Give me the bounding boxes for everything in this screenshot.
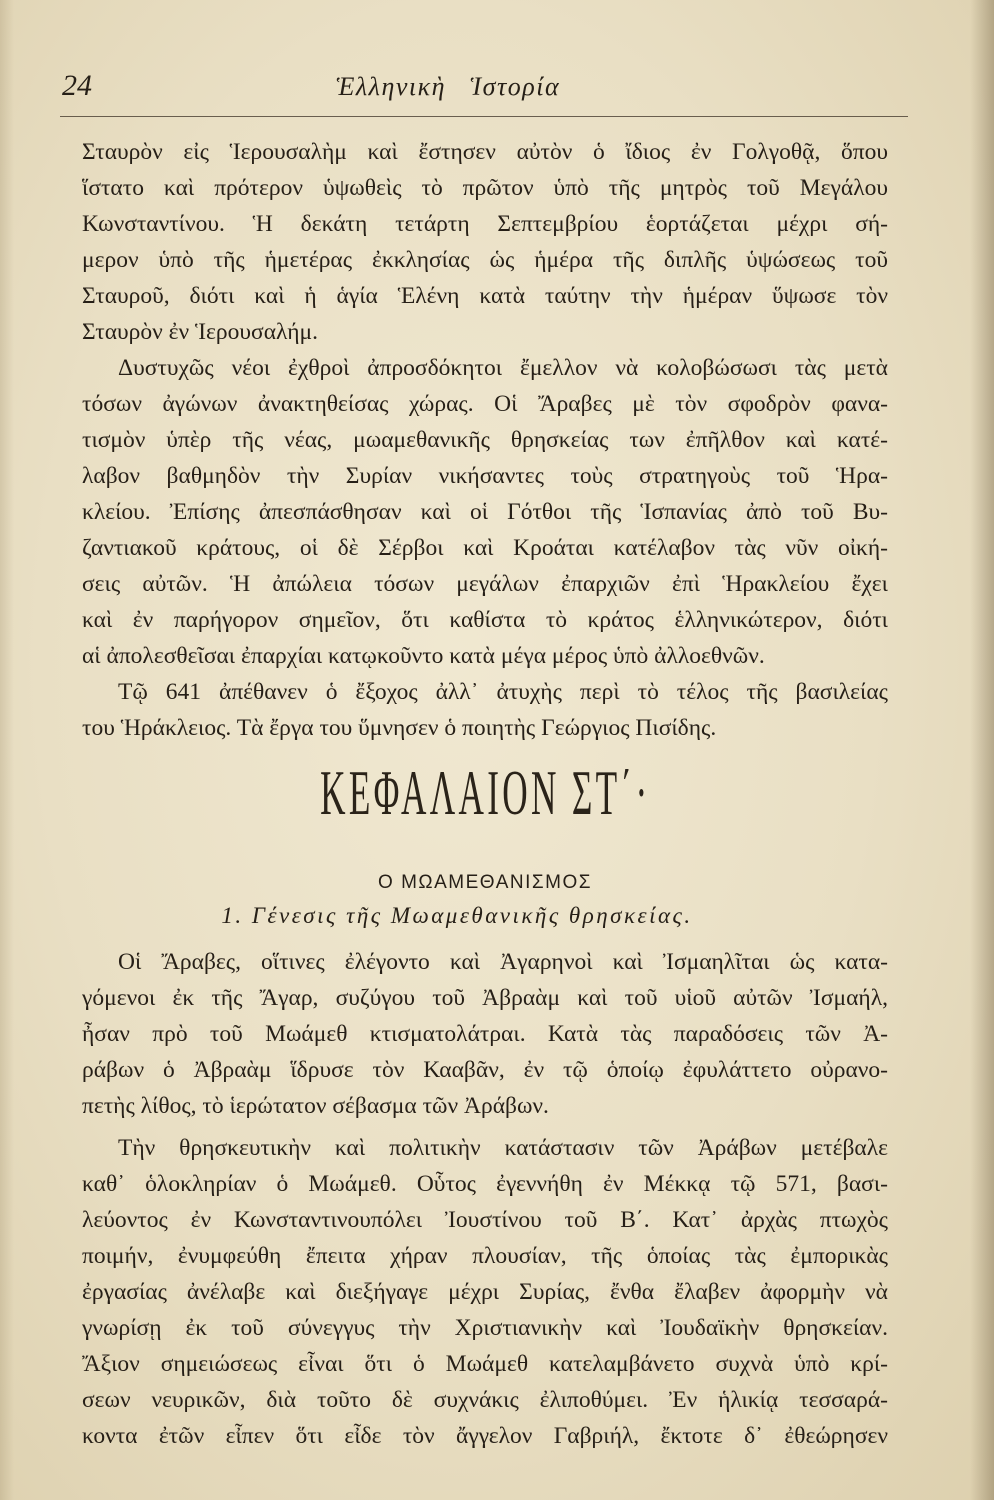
text-line: σεων νευρικῶν, διὰ τοῦτο δὲ συχνάκις ἐλιποθύμει. Ἐν ἡλικίᾳ τεσσαρά-	[82, 1387, 888, 1413]
text-line: καὶ ἐν παρήγορον σημεῖον, ὅτι καθίστα τὸ κράτος ἑλληνικώτερον, διότι	[82, 607, 888, 633]
text-line: κλείου. Ἐπίσης ἀπεσπάσθησαν καὶ οἱ Γότθοι τῆς Ἱσπανίας ἀπὸ τοῦ Βυ-	[82, 499, 888, 525]
text-line: Δυστυχῶς νέοι ἐχθροὶ ἀπροσδόκητοι ἔμελλον νὰ κολοβώσωσι τὰς μετὰ	[118, 355, 888, 381]
text-line: ράβων ὁ Ἀβραὰμ ἵδρυσε τὸν Κααβᾶν, ἐν τῷ ὁποίῳ ἐφυλάττετο οὐρανο-	[82, 1057, 888, 1083]
text-line: Ἄξιον σημειώσεως εἶναι ὅτι ὁ Μωάμεθ κατελαμβάνετο συχνὰ ὑπὸ κρί-	[82, 1351, 888, 1377]
text-line: Οἱ Ἄραβες, οἵτινες ἐλέγοντο καὶ Ἀγαρηνοὶ καὶ Ἰσμαηλῖται ὡς κατα-	[118, 949, 888, 975]
text-line: μερον ὑπὸ τῆς ἡμετέρας ἐκκλησίας ὡς ἡμέρα τῆς διπλῆς ὑψώσεως τοῦ	[82, 247, 888, 273]
text-line: γνωρίσῃ ἐκ τοῦ σύνεγγυς τὴν Χριστιανικὴν καὶ Ἰουδαϊκὴν θρησκείαν.	[82, 1315, 888, 1341]
text-line: πετὴς λίθος, τὸ ἱερώτατον σέβασμα τῶν Ἀράβων.	[82, 1093, 549, 1119]
text-line: ζαντιακοῦ κράτους, οἱ δὲ Σέρβοι καὶ Κροάται κατέλαβον τὰς νῦν οἰκή-	[82, 535, 888, 561]
section-title: 1. Γένεσις τῆς Μωαμεθανικῆς θρησκείας.	[221, 903, 693, 928]
text-line: γόμενοι ἐκ τῆς Ἄγαρ, συζύγου τοῦ Ἀβραὰμ καὶ τοῦ υἱοῦ αὐτῶν Ἰσμαήλ,	[82, 985, 888, 1011]
text-block-lower	[82, 944, 888, 1454]
text-line: αἱ ἀπολεσθεῖσαι ἐπαρχίαι κατῳκοῦντο κατὰ μέγα μέρος ὑπὸ ἀλλοεθνῶν.	[82, 643, 765, 669]
running-title: Ἑλληνικὴ Ἱστορία	[336, 72, 561, 101]
paragraph	[82, 944, 888, 1124]
text-line: Σταυρὸν εἰς Ἱερουσαλὴμ καὶ ἔστησεν αὐτὸν ὁ ἴδιος ἐν Γολγοθᾷ, ὅπου	[82, 139, 888, 165]
text-line: Κωνσταντίνου. Ἡ δεκάτη τετάρτη Σεπτεμβρίου ἑορτάζεται μέχρι σή-	[82, 211, 888, 237]
text-line: του Ἡράκλειος. Τὰ ἔργα του ὕμνησεν ὁ ποιητὴς Γεώργιος Πισίδης.	[82, 715, 717, 741]
text-line: κοντα ἐτῶν εἶπεν ὅτι εἶδε τὸν ἄγγελον Γαβριήλ, ἔκτοτε δ᾿ ἐθεώρησεν	[82, 1423, 888, 1449]
page-number: 24	[62, 69, 92, 102]
header-rule	[60, 116, 908, 117]
paragraph	[82, 350, 888, 674]
text-line: Τὴν θρησκευτικὴν καὶ πολιτικὴν κατάστασιν τῶν Ἀράβων μετέβαλε	[118, 1135, 888, 1161]
text-line: ἵστατο καὶ πρότερον ὑψωθεὶς τὸ πρῶτον ὑπὸ τῆς μητρὸς τοῦ Μεγάλου	[82, 175, 888, 201]
text-line: ποιμήν, ἐνυμφεύθη ἔπειτα χήραν πλουσίαν, τῆς ὁποίας τὰς ἐμπορικὰς	[82, 1243, 888, 1269]
paragraph	[82, 674, 888, 746]
text-line: Τῷ 641 ἀπέθανεν ὁ ἔξοχος ἀλλ᾿ ἀτυχὴς περὶ τὸ τέλος τῆς βασιλείας	[118, 679, 888, 705]
text-block-upper	[82, 134, 888, 746]
text-line: λαβον βαθμηδὸν τὴν Συρίαν νικήσαντες τοὺς στρατηγοὺς τοῦ Ἡρα-	[82, 463, 888, 489]
page-edge-shadow-left	[0, 0, 14, 1500]
paragraph	[82, 1130, 888, 1454]
text-line: σεις αὐτῶν. Ἡ ἀπώλεια τόσων μεγάλων ἐπαρχιῶν ἐπὶ Ἡρακλείου ἔχει	[82, 571, 888, 597]
text-line: Σταυροῦ, διότι καὶ ἡ ἁγία Ἑλένη κατὰ ταύτην τὴν ἡμέραν ὕψωσε τὸν	[82, 283, 888, 309]
chapter-heading	[82, 757, 888, 828]
text-line: τισμὸν ὑπὲρ τῆς νέας, μωαμεθανικῆς θρησκείας των ἐπῆλθον καὶ κατέ-	[82, 427, 888, 453]
chapter-subheading: Ο ΜΩΑΜΕΘΑΝΙΣΜΟΣ	[378, 872, 592, 893]
paragraph	[82, 134, 888, 350]
text-line: ἦσαν πρὸ τοῦ Μωάμεθ κτισματολάτραι. Κατὰ τὰς παραδόσεις τῶν Ἀ-	[82, 1021, 888, 1047]
text-line: Σταυρὸν ἐν Ἱερουσαλήμ.	[82, 319, 318, 345]
page-edge-shadow-right	[970, 0, 994, 1500]
chapter-heading-text: ΚΕΦΑΛΑΙΟΝ ΣΤ΄·	[319, 757, 651, 828]
text-line: λεύοντος ἐν Κωνσταντινουπόλει Ἰουστίνου τοῦ Β΄. Κατ᾿ ἀρχὰς πτωχὸς	[82, 1207, 888, 1233]
text-line: καθ᾿ ὁλοκληρίαν ὁ Μωάμεθ. Οὗτος ἐγεννήθη ἐν Μέκκᾳ τῷ 571, βασι-	[82, 1171, 888, 1197]
text-line: ἐργασίας ἀνέλαβε καὶ διεξήγαγε μέχρι Συρίας, ἔνθα ἔλαβεν ἀφορμὴν νὰ	[82, 1279, 888, 1305]
text-line: τόσων ἀγώνων ἀνακτηθείσας χώρας. Οἱ Ἄραβες μὲ τὸν σφοδρὸν φανα-	[82, 391, 888, 417]
